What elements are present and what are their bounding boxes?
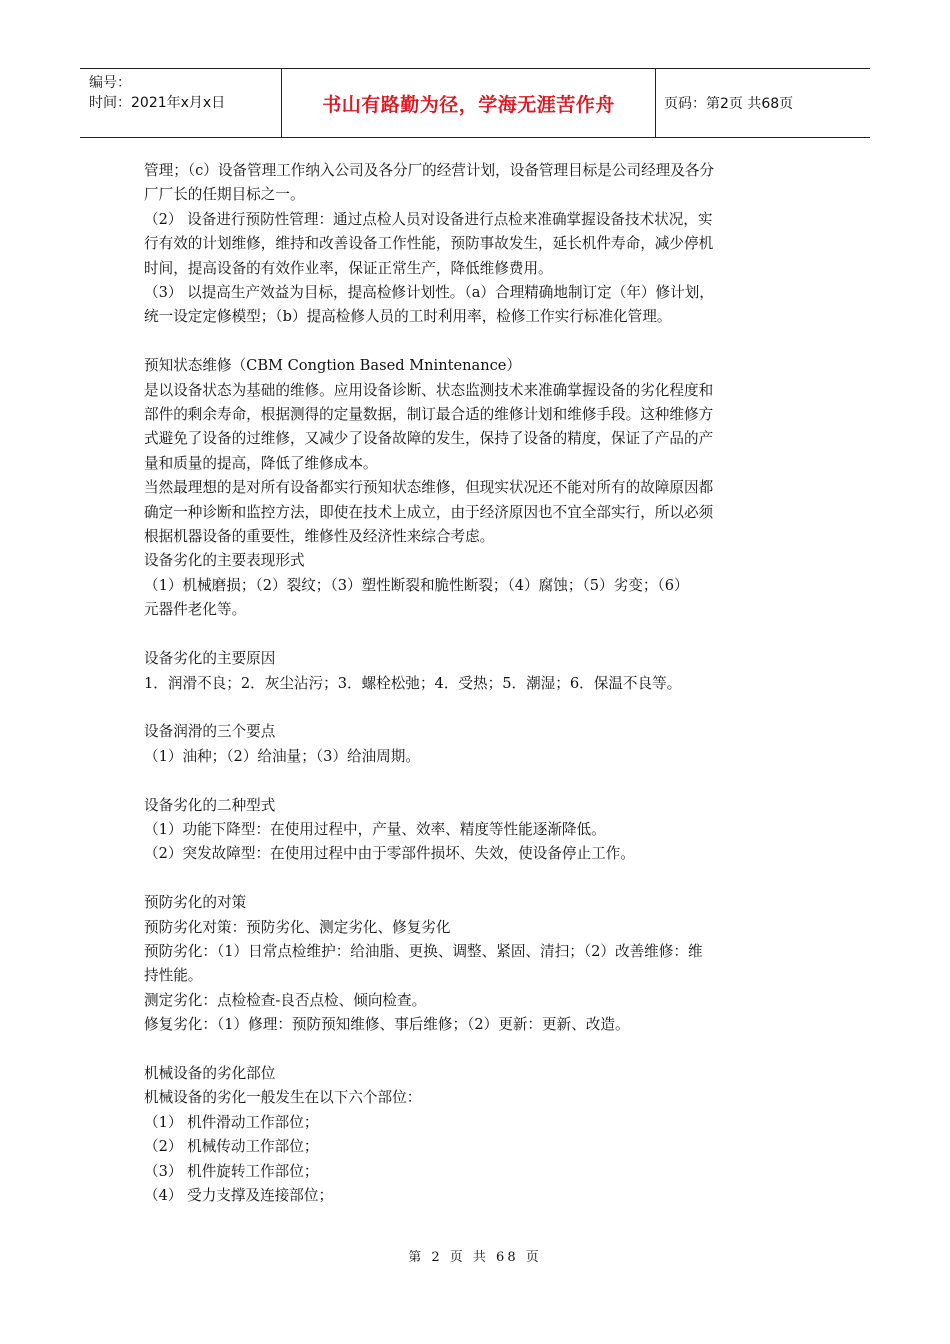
body-line: （1）油种；（2）给油量；（3）给油周期。: [144, 747, 420, 765]
body-line: （1） 机件滑动工作部位；: [144, 1113, 319, 1131]
body-line: 时间，提高设备的有效作业率，保证正常生产，降低维修费用。: [144, 259, 553, 277]
blank-line: [144, 623, 816, 647]
body-line: （2） 设备进行预防性管理：通过点检人员对设备进行点检来准确掌握设备技术状况，实: [144, 210, 713, 228]
body-line: 设备劣化的主要原因: [144, 650, 276, 668]
body-line: 持性能。: [144, 967, 203, 985]
body-line: 设备劣化的二种型式: [144, 796, 276, 814]
body-line: 修复劣化：（1）修理：预防预知维修、事后维修；（2）更新：更新、改造。: [144, 1016, 630, 1034]
body-line: （1）机械磨损；（2）裂纹；（3）塑性断裂和脆性断裂；（4）腐蚀；（5）劣变；（6）: [144, 576, 689, 594]
body-line: 机械设备的劣化一般发生在以下六个部位：: [144, 1089, 422, 1107]
body-line: 是以设备状态为基础的维修。应用设备诊断、状态监测技术来准确掌握设备的劣化程度和: [144, 381, 714, 399]
body-line: （2） 机械传动工作部位；: [144, 1138, 319, 1156]
page-info: 页码：第2页 共68页: [664, 96, 794, 112]
motto-text: 书山有路勤为径，学海无涯苦作舟: [322, 93, 615, 116]
page-footer: 第 2 页 共 68 页: [408, 1250, 542, 1265]
body-line: 厂厂长的任期目标之一。: [144, 186, 305, 204]
body-line: 机械设备的劣化部位: [144, 1064, 276, 1082]
body-line: 预知状态维修（CBM Congtion Based Mnintenance）: [144, 357, 522, 375]
document-body: [144, 159, 816, 1208]
header-page-cell: [656, 69, 870, 137]
blank-line: [144, 769, 816, 793]
body-line: 元器件老化等。: [144, 601, 247, 619]
body-line: 预防劣化：（1）日常点检维护：给油脂、更换、调整、紧固、清扫；（2）改善维修：维: [144, 942, 703, 960]
body-line: 预防劣化的对策: [144, 894, 247, 912]
date-label: 时间：2021年x月x日: [89, 95, 226, 111]
body-line: 预防劣化对策：预防劣化、测定劣化、修复劣化: [144, 918, 451, 936]
body-line: 设备劣化的主要表现形式: [144, 552, 305, 570]
body-line: 测定劣化：点检检查-良否点检、倾向检查。: [144, 991, 427, 1009]
body-line: 行有效的计划维修，维持和改善设备工作性能，预防事故发生，延长机件寿命，减少停机: [144, 235, 714, 253]
body-line: 当然最理想的是对所有设备都实行预知状态维修，但现实状况还不能对所有的故障原因都: [144, 479, 714, 497]
body-line: （3） 机件旋转工作部位；: [144, 1162, 319, 1180]
blank-line: [144, 330, 816, 354]
document-header: [80, 68, 870, 138]
body-line: 管理；（c）设备管理工作纳入公司及各分厂的经营计划，设备管理目标是公司经理及各分: [144, 162, 715, 179]
header-motto-cell: [282, 69, 656, 137]
body-line: （4） 受力支撑及连接部位；: [144, 1186, 334, 1204]
blank-line: [144, 867, 816, 891]
body-line: （1）功能下降型：在使用过程中，产量、效率、精度等性能逐渐降低。: [144, 820, 606, 838]
body-line: 量和质量的提高，降低了维修成本。: [144, 454, 378, 472]
body-line: 根据机器设备的重要性，维修性及经济性来综合考虑。: [144, 528, 495, 546]
body-line: 1．润滑不良；2．灰尘沾污；3．螺栓松弛；4．受热；5．潮湿；6．保温不良等。: [144, 674, 682, 692]
body-line: 部件的剩余寿命，根据测得的定量数据，制订最合适的维修计划和维修手段。这种维修方: [144, 406, 714, 424]
blank-line: [144, 1038, 816, 1062]
body-line: 式避免了设备的过维修，又减少了设备故障的发生，保持了设备的精度，保证了产品的产: [144, 430, 714, 448]
body-line: 统一设定定修模型；（b）提高检修人员的工时利用率，检修工作实行标准化管理。: [144, 308, 672, 326]
number-label: 编号：: [89, 75, 131, 91]
body-line: （3） 以提高生产效益为目标，提高检修计划性。（a）合理精确地制订定（年）修计划，: [144, 284, 714, 302]
body-line: 设备润滑的三个要点: [144, 723, 276, 741]
body-line: （2）突发故障型：在使用过程中由于零部件损坏、失效，使设备停止工作。: [144, 845, 635, 863]
body-line: 确定一种诊断和监控方法，即使在技术上成立，由于经济原因也不宜全部实行，所以必须: [144, 503, 714, 521]
blank-line: [144, 696, 816, 720]
header-meta-cell: [80, 69, 282, 137]
